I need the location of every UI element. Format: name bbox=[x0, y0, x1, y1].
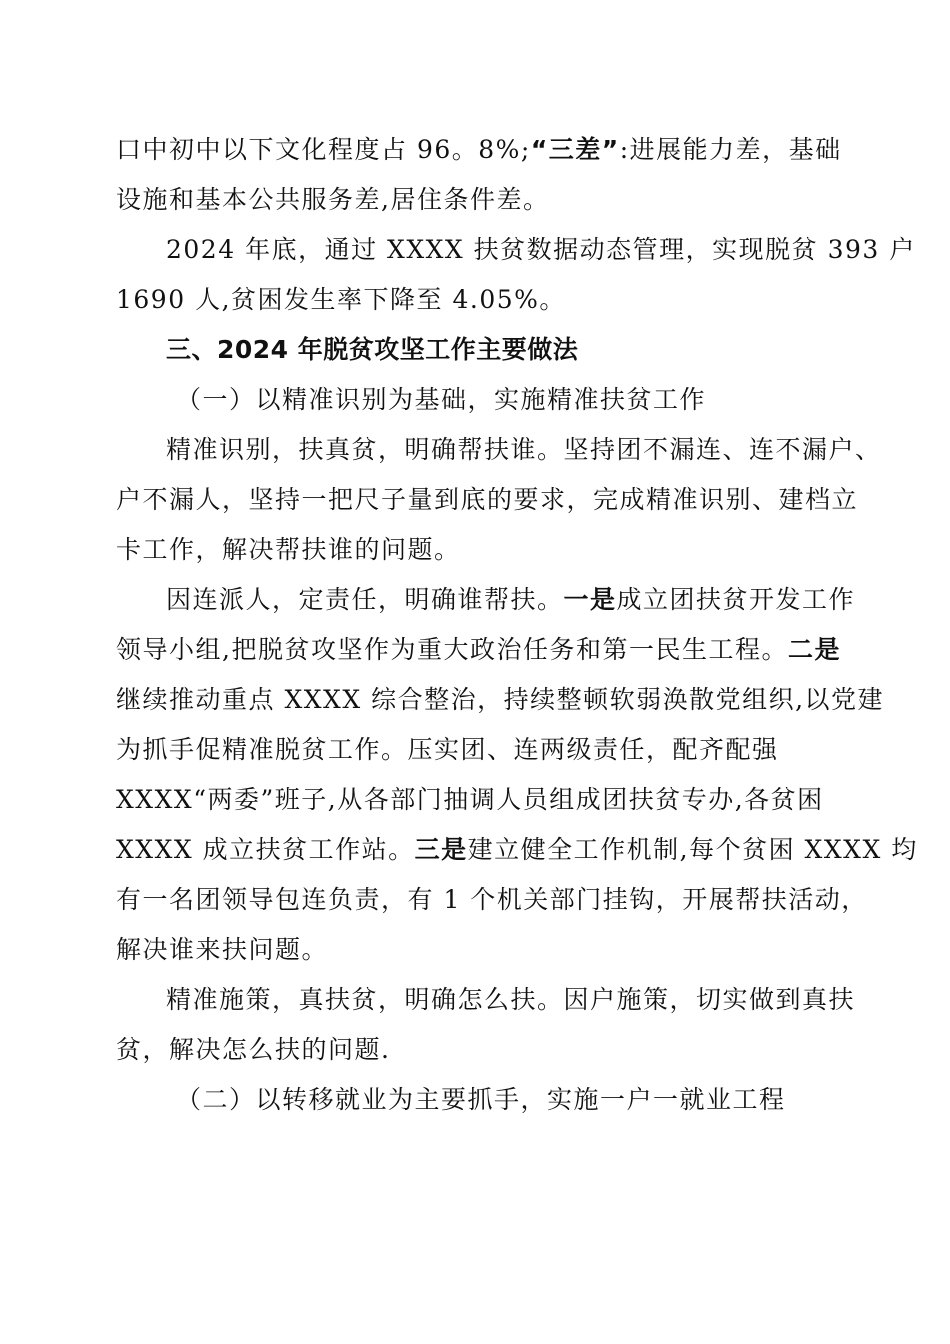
text-segment: XXXX 成立扶贫工作站。 bbox=[116, 835, 415, 864]
paragraph-4-line-8: 解决谁来扶问题。 bbox=[116, 935, 329, 964]
paragraph-4-line-3: 继续推动重点 XXXX 综合整治，持续整顿软弱涣散党组织,以党建 bbox=[116, 685, 885, 714]
paragraph-4-line-1 bbox=[166, 582, 855, 618]
paragraph-1-line-1 bbox=[116, 132, 842, 168]
paragraph-4-line-6 bbox=[116, 832, 918, 868]
paragraph-1-line-2: 设施和基本公共服务差,居住条件差。 bbox=[116, 185, 550, 214]
paragraph-4-line-7: 有一名团领导包连负责，有 1 个机关部门挂钩，开展帮扶活动， bbox=[116, 885, 868, 914]
subsection-heading-2: （二）以转移就业为主要抓手，实施一户一就业工程 bbox=[176, 1085, 786, 1114]
emphasis-text: 一是 bbox=[563, 585, 617, 614]
paragraph-3-line-3: 卡工作，解决帮扶谁的问题。 bbox=[116, 535, 461, 564]
paragraph-2-line-1: 2024 年底，通过 XXXX 扶贫数据动态管理，实现脱贫 393 户 bbox=[166, 235, 916, 264]
section-heading-3: 三、2024 年脱贫攻坚工作主要做法 bbox=[166, 335, 579, 364]
text-segment: 成立团扶贫开发工作 bbox=[616, 585, 856, 614]
paragraph-4-line-4: 为抓手促精准脱贫工作。压实团、连两级责任，配齐配强 bbox=[116, 735, 779, 764]
emphasis-text: 二是 bbox=[787, 635, 841, 664]
emphasis-text: 三是 bbox=[414, 835, 468, 864]
paragraph-5-line-2: 贫，解决怎么扶的问题. bbox=[116, 1035, 391, 1064]
text-segment: :进展能力差，基础 bbox=[619, 135, 842, 164]
paragraph-3-line-2: 户不漏人，坚持一把尺子量到底的要求，完成精准识别、建档立 bbox=[116, 485, 859, 514]
paragraph-3-line-1: 精准识别，扶真贫，明确帮扶谁。坚持团不漏连、连不漏户、 bbox=[166, 435, 882, 464]
text-segment: 建立健全工作机制,每个贫困 XXXX 均 bbox=[467, 835, 918, 864]
paragraph-4-line-2 bbox=[116, 632, 841, 668]
subsection-heading-1: （一）以精准识别为基础，实施精准扶贫工作 bbox=[176, 385, 707, 414]
text-segment: 领导小组,把脱贫攻坚作为重大政治任务和第一民生工程。 bbox=[116, 635, 788, 664]
paragraph-5-line-1: 精准施策，真扶贫，明确怎么扶。因户施策，切实做到真扶 bbox=[166, 985, 856, 1014]
text-segment: 因连派人，定责任，明确谁帮扶。 bbox=[166, 585, 564, 614]
emphasis-text: “三差” bbox=[530, 135, 620, 164]
paragraph-4-line-5: XXXX“两委”班子,从各部门抽调人员组成团扶贫专办,各贫困 bbox=[116, 785, 824, 814]
paragraph-2-line-2: 1690 人,贫困发生率下降至 4.05%。 bbox=[116, 285, 566, 314]
text-segment: 口中初中以下文化程度占 96。8%; bbox=[116, 135, 531, 164]
